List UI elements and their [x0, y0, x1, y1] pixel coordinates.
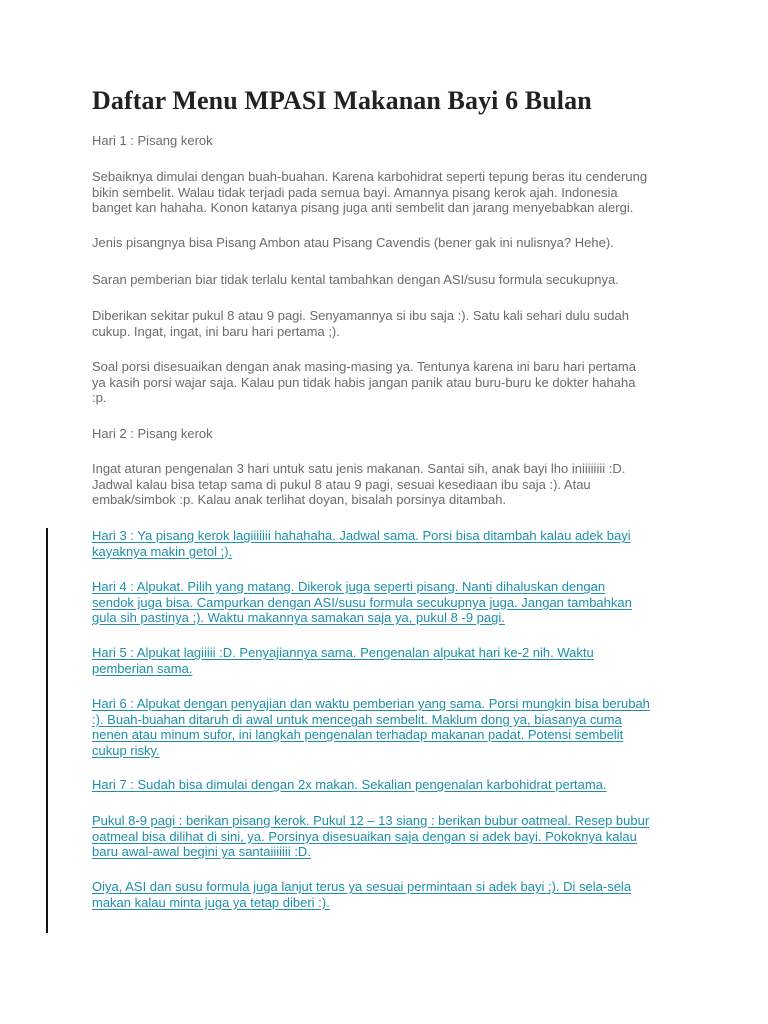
text-line: Jenis pisangnya bisa Pisang Ambon atau Pisang Cavendis (bener gak ini nulisnya? Hehe). — [92, 235, 614, 250]
text-line: Hari 2 : Pisang kerok — [92, 426, 213, 441]
link-line[interactable]: Hari 6 : Alpukat dengan penyajian dan waktu pemberian yang sama. Porsi mungkin bisa berubah — [92, 696, 650, 711]
paragraph-schedule — [92, 308, 692, 339]
day-1-heading: Hari 1 : Pisang kerok — [92, 133, 213, 148]
text-line: Soal porsi disesuaikan dengan anak masing-masing ya. Tentunya karena ini baru hari pertama — [92, 359, 636, 374]
link-line[interactable]: :). Buah-buahan ditaruh di awal untuk mencegah sembelit. Maklum dong ya, biasanya cuma — [92, 711, 622, 727]
paragraph-day-4-link[interactable] — [92, 579, 692, 626]
text-line: Saran pemberian biar tidak terlalu kental tambahkan dengan ASI/susu formula secukupnya. — [92, 272, 619, 287]
paragraph-day-5-link[interactable] — [92, 645, 692, 676]
link-line[interactable]: Hari 4 : Alpukat. Pilih yang matang. Dikerok juga seperti pisang. Nanti dihaluskan dengan — [92, 579, 606, 594]
link-line[interactable]: Hari 7 : Sudah bisa dimulai dengan 2x makan. Sekalian pengenalan karbohidrat pertama. — [92, 777, 607, 792]
text-line: bikin sembelit. Walau tidak terjadi pada semua bayi. Amannya pisang kerok ajah. Indonesia — [92, 184, 618, 200]
paragraph-day-6-link[interactable] — [92, 696, 692, 758]
text-line: Sebaiknya dimulai dengan buah-buahan. Karena karbohidrat seperti tepung beras itu cenderung — [92, 169, 648, 184]
text-line: cukup. Ingat, ingat, ini baru hari pertama ;). — [92, 323, 340, 339]
link-line[interactable]: nenen atau minum sufor, ini langkah pengenalan terhadap makanan padat. Potensi sembelit — [92, 727, 624, 742]
paragraph-banana-type — [92, 235, 692, 251]
link-line[interactable]: Hari 5 : Alpukat lagiiiii :D. Penyajiannya sama. Pengenalan alpukat hari ke-2 nih. Waktu — [92, 645, 594, 660]
text-line: ya kasih porsi wajar saja. Kalau pun tidak habis jangan panik atau buru-buru ke dokter hahaha — [92, 374, 636, 390]
link-line[interactable]: Oiya, ASI dan susu formula juga lanjut terus ya sesuai permintaan si adek bayi ;). Di sela-sela — [92, 879, 632, 894]
paragraph-day-3-link[interactable] — [92, 528, 692, 559]
paragraph-schedule-link[interactable] — [92, 813, 692, 860]
page-title: Daftar Menu MPASI Makanan Bayi 6 Bulan — [92, 86, 592, 115]
text-line: banget kan hahaha. Konon katanya pisang juga anti sembelit dan jarang menyebabkan alergi. — [92, 200, 634, 215]
link-line[interactable]: gula sih pastinya ;). Waktu makannya samakan saja ya, pukul 8 -9 pagi. — [92, 610, 505, 625]
link-line[interactable]: oatmeal bisa dilihat di sini, ya. Porsinya disesuaikan saja dengan si adek bayi. Pokoknya kalau — [92, 828, 637, 844]
link-line[interactable]: Pukul 8-9 pagi : berikan pisang kerok. Pukul 12 – 13 siang : berikan bubur oatmeal. Resep bubur — [92, 813, 650, 828]
link-line[interactable]: sendok juga bisa. Campurkan dengan ASI/susu formula secukupnya juga. Jangan tambahkan — [92, 594, 632, 610]
paragraph-intro — [92, 169, 692, 216]
link-line[interactable]: cukup risky. — [92, 742, 160, 758]
link-line[interactable]: baru awal-awal begini ya santaiiiiiii :D. — [92, 844, 311, 859]
text-line: embak/simbok :p. Kalau anak terlihat doyan, bisalah porsinya ditambah. — [92, 492, 507, 507]
link-line[interactable]: makan kalau minta juga ya tetap diberi :). — [92, 894, 330, 910]
paragraph-serving-tip — [92, 272, 692, 288]
link-line[interactable]: pemberian sama. — [92, 660, 193, 676]
text-line: Diberikan sekitar pukul 8 atau 9 pagi. Senyamannya si ibu saja :). Satu kali sehari dulu sudah — [92, 308, 629, 323]
paragraph-day-2 — [92, 461, 692, 508]
link-line[interactable]: kayaknya makin getol ;). — [92, 543, 233, 559]
day-2-heading — [92, 426, 692, 442]
paragraph-day-7-link[interactable] — [92, 777, 692, 793]
link-line[interactable]: Hari 3 : Ya pisang kerok lagiiiiiii hahahaha. Jadwal sama. Porsi bisa ditambah kalau adek bayi — [92, 528, 631, 543]
paragraph-portion — [92, 359, 692, 406]
text-line: Ingat aturan pengenalan 3 hari untuk satu jenis makanan. Santai sih, anak bayi lho iniiiiiiii :D. — [92, 461, 626, 476]
text-line: Jadwal kalau bisa tetap sama di pukul 8 atau 9 pagi, sesuai kesediaan ibu saja :). Atau — [92, 476, 591, 492]
paragraph-asi-link[interactable] — [92, 879, 692, 910]
text-line: :p. — [92, 390, 107, 405]
change-bar — [46, 528, 48, 933]
